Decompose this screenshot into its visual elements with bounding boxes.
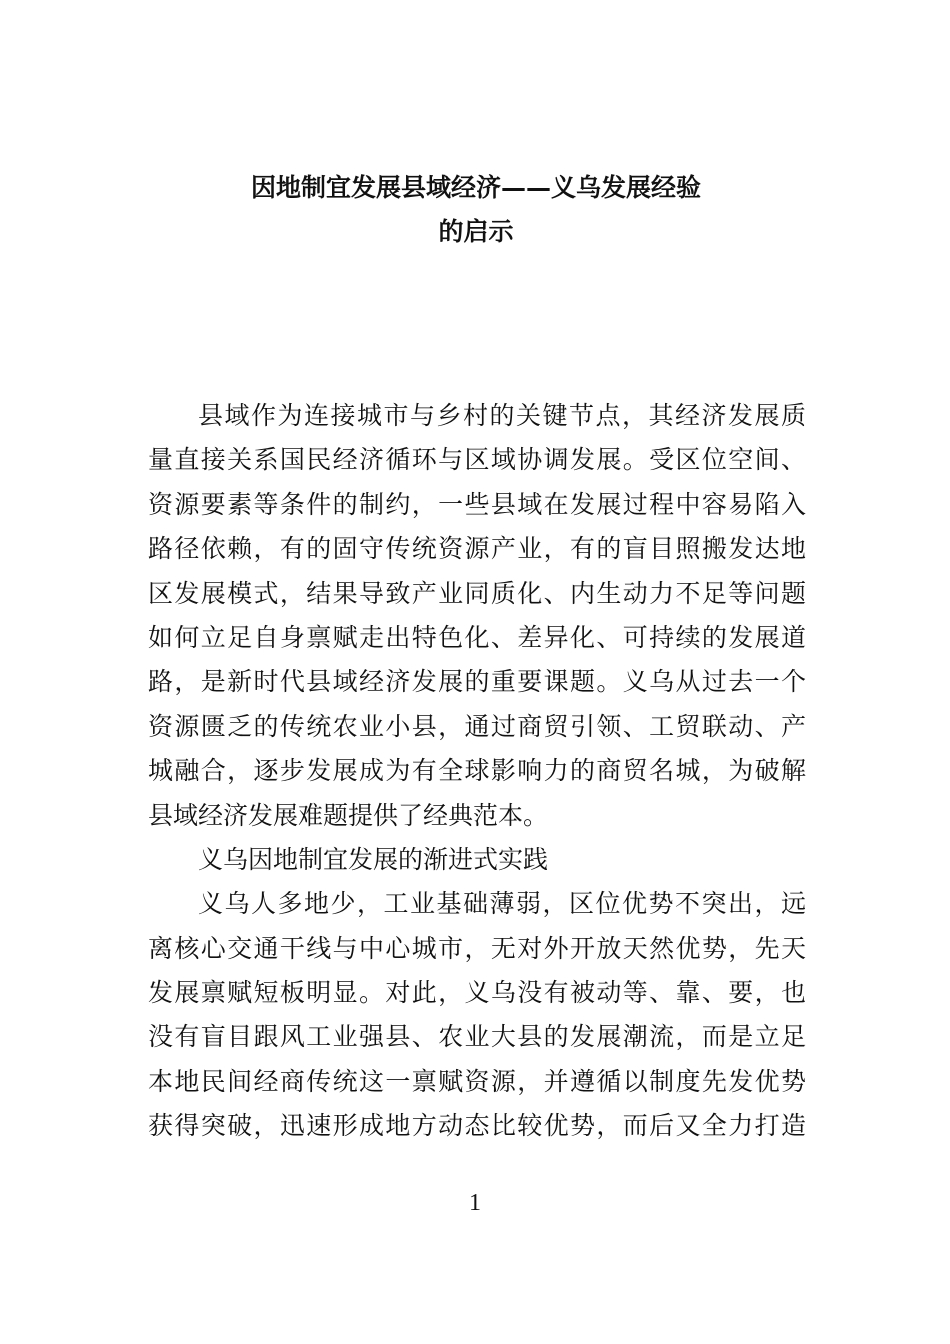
body-line: 没有盲目跟风工业强县、农业大县的发展潮流，而是立足 <box>148 1022 806 1052</box>
body-line: 资源匮乏的传统农业小县，通过商贸引领、工贸联动、产 <box>148 711 806 741</box>
body-line: 城融合，逐步发展成为有全球影响力的商贸名城，为破解 <box>148 756 806 786</box>
document-title <box>148 166 804 255</box>
body-line: 义乌人多地少，工业基础薄弱，区位优势不突出，远 <box>198 889 806 919</box>
body-line: 本地民间经商传统这一禀赋资源，并遵循以制度先发优势 <box>148 1066 806 1096</box>
body-line: 获得突破，迅速形成地方动态比较优势，而后又全力打造 <box>148 1111 806 1141</box>
page-number: 1 <box>469 1190 481 1216</box>
section-heading: 义乌因地制宜发展的渐进式实践 <box>198 844 549 874</box>
body-line: 县域经济发展难题提供了经典范本。 <box>148 800 549 830</box>
body-line: 资源要素等条件的制约，一些县域在发展过程中容易陷入 <box>148 489 806 519</box>
document-body <box>148 394 806 1149</box>
body-line: 路，是新时代县域经济发展的重要课题。义乌从过去一个 <box>148 667 806 697</box>
title-line-2: 的启示 <box>438 217 514 247</box>
body-line: 离核心交通干线与中心城市，无对外开放天然优势，先天 <box>148 933 806 963</box>
body-line: 区发展模式，结果导致产业同质化、内生动力不足等问题 <box>148 578 806 608</box>
body-line: 量直接关系国民经济循环与区域协调发展。受区位空间、 <box>148 445 806 475</box>
body-line: 发展禀赋短板明显。对此，义乌没有被动等、靠、要，也 <box>148 978 806 1008</box>
title-line-1: 因地制宜发展县域经济——义乌发展经验 <box>250 173 701 202</box>
body-line: 路径依赖，有的固守传统资源产业，有的盲目照搬发达地 <box>148 534 806 564</box>
body-line: 县域作为连接城市与乡村的关键节点，其经济发展质 <box>198 401 806 430</box>
body-line: 如何立足自身禀赋走出特色化、差异化、可持续的发展道 <box>148 622 806 652</box>
